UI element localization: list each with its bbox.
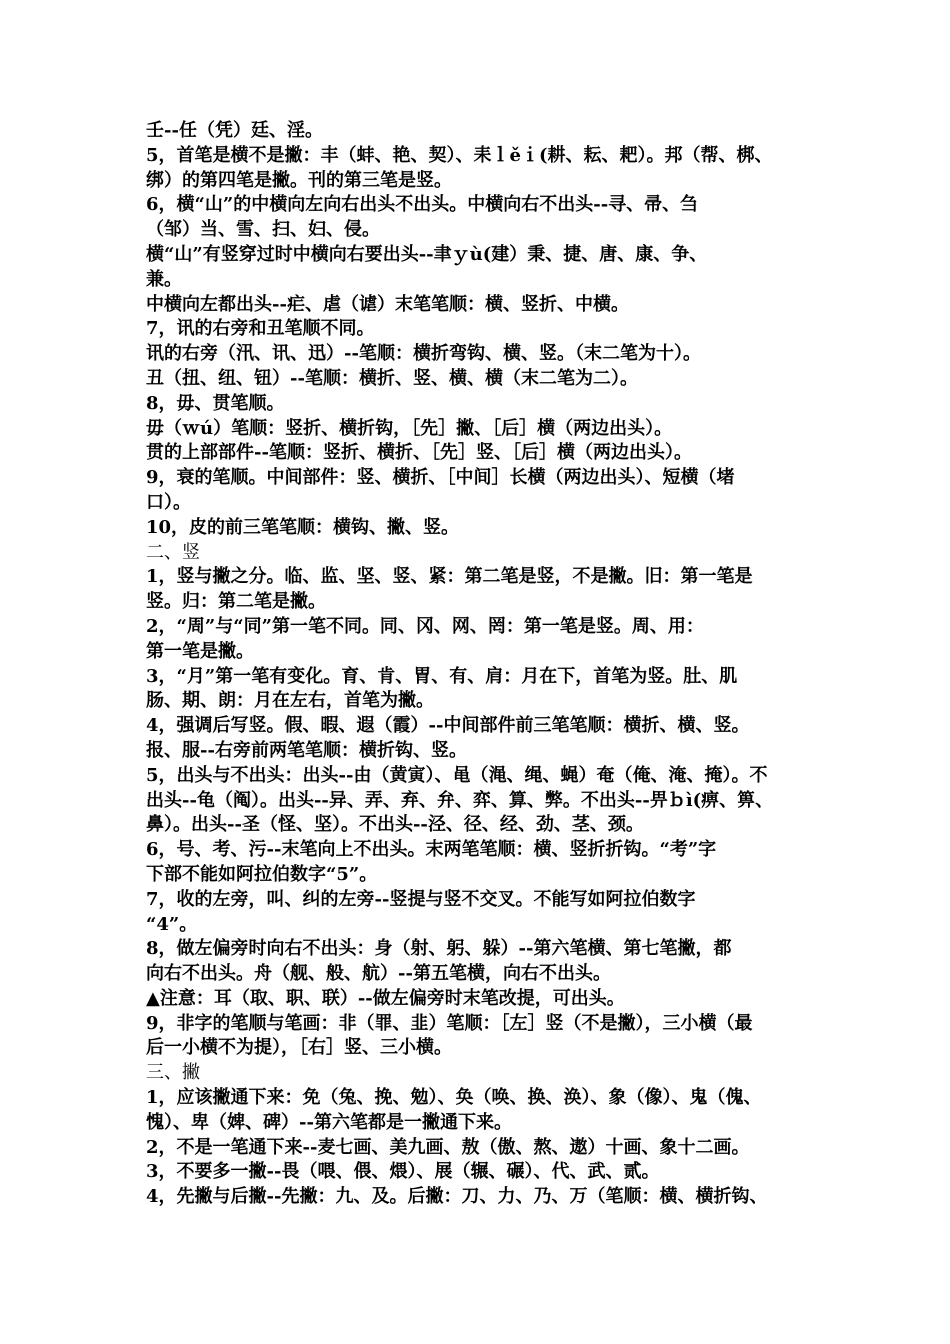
text-line: 8，毋、贯笔顺。	[146, 392, 285, 414]
text-line: 7，讯的右旁和丑笔顺不同。	[146, 318, 375, 340]
text-line: 1，应该撇通下来：免（兔、挽、勉）、奂（唤、换、涣）、象（像）、鬼（傀、	[146, 1087, 762, 1109]
text-line: 4，先撇与后撇--先撇：九、及。后撇：刀、力、乃、万（笔顺：横、横折钩、	[146, 1186, 768, 1208]
note-line: ▲注意：耳（取、职、联）--做左偏旁时末笔改提，可出头。	[146, 987, 625, 1009]
text-line: 竖。归：第二笔是撇。	[146, 591, 326, 613]
text-line: 报、服--右旁前两笔笔顺：横折钩、竖。	[146, 739, 467, 761]
section-heading: 三、撇	[146, 1062, 200, 1084]
text-line: 第一笔是撇。	[146, 640, 254, 662]
text-line: 9，非字的笔顺与笔画：非（罪、韭）笔顺：［左］竖（不是撇），三小横（最	[146, 1012, 753, 1034]
text-line: 横“山”有竖穿过时中横向右要出头--聿ｙù(建）秉、捷、唐、康、争、	[146, 243, 708, 265]
text-line: 中横向左都出头--疟、虐（谑）末笔笔顺：横、竖折、中横。	[146, 293, 629, 315]
text-line: 3，“月”第一笔有变化。育、肯、胃、有、肩：月在下，首笔为竖。肚、肌	[146, 665, 738, 687]
text-line: 10，皮的前三笔笔顺：横钩、撇、竖。	[146, 516, 460, 538]
text-line: 5，出头与不出头：出头--由（黄寅）、黾（渑、绳、蝇）奄（俺、淹、掩）。不	[146, 764, 768, 786]
text-line: 肠、期、朗：月在左右，首笔为撇。	[146, 690, 434, 712]
text-line: “4”。	[146, 913, 198, 935]
document-body	[146, 119, 814, 1210]
text-line: 兼。	[146, 268, 182, 290]
text-line: 4，强调后写竖。假、暇、遐（霞）--中间部件前三笔笔顺：横折、横、竖。	[146, 715, 750, 737]
text-line: 愧）、卑（婢、碑）--第六笔都是一撇通下来。	[146, 1111, 512, 1133]
text-line: 2，“周”与“同”第一笔不同。同、冈、网、罔：第一笔是竖。周、用：	[146, 615, 704, 637]
text-line: 2，不是一笔通下来--麦七画、美九画、敖（傲、熬、遨）十画、象十二画。	[146, 1136, 750, 1158]
text-line: 贯的上部部件--笔顺：竖折、横折、［先］竖、［后］横（两边出头）。	[146, 442, 692, 464]
text-line: 口）。	[146, 491, 191, 513]
text-line: 1，竖与撇之分。临、监、坚、竖、紧：第二笔是竖，不是撇。旧：第一笔是	[146, 566, 753, 588]
text-line: 讯的右旁（汛、讯、迅）--笔顺：横折弯钩、横、竖。（末二笔为十）。	[146, 343, 701, 365]
text-line: 壬--任（凭）廷、淫。	[146, 120, 323, 141]
text-line: 下部不能如阿拉伯数字“5”。	[146, 863, 378, 885]
text-line: 6，号、考、污--末笔向上不出头。末两笔笔顺：横、竖折折钩。“考”字	[146, 839, 717, 861]
text-line: 7，收的左旁，叫、纠的左旁--竖提与竖不交叉。不能写如阿拉伯数字	[146, 888, 696, 910]
text-line: 绑）的第四笔是撇。刊的第三笔是竖。	[146, 169, 452, 191]
text-line: 6，横“山”的中横向左向右出头不出头。中横向右不出头--寻、帚、刍	[146, 194, 699, 216]
text-line: 鼻）。出头--圣（怪、坚）。不出头--泾、径、经、劲、茎、颈。	[146, 814, 644, 836]
text-line: 出头--龟（阄）。出头--异、弄、弃、弁、弈、算、弊。不出头--畀ｂì(痹、箅、	[146, 789, 774, 811]
text-line: 8，做左偏旁时向右不出头：身（射、躬、躲）--第六笔横、第七笔撇，都	[146, 938, 732, 960]
text-line: 向右不出头。舟（舰、般、航）--第五笔横，向右不出头。	[146, 963, 611, 985]
text-line: （邹）当、雪、扫、妇、侵。	[146, 219, 380, 241]
text-line: 9，衰的笔顺。中间部件：竖、横折、［中间］长横（两边出头）、短横（堵	[146, 467, 735, 489]
section-heading: 二、竖	[146, 541, 200, 563]
text-line: 丑（扭、纽、钮）--笔顺：横折、竖、横、横（末二笔为二）。	[146, 367, 638, 389]
text-line: 5，首笔是横不是撇：丰（蚌、艳、契）、耒ｌěｉ(耕、耘、耙）。邦（帮、梆、	[146, 144, 773, 166]
text-line: 3，不要多一撇--畏（喂、偎、煨）、展（辗、碾）、代、武、贰。	[146, 1161, 660, 1183]
text-line: 毋（ｗú）笔顺：竖折、横折钩，［先］撇、［后］横（两边出头）。	[146, 417, 673, 439]
text-line: 后一小横不为提），［右］竖、三小横。	[146, 1037, 452, 1059]
